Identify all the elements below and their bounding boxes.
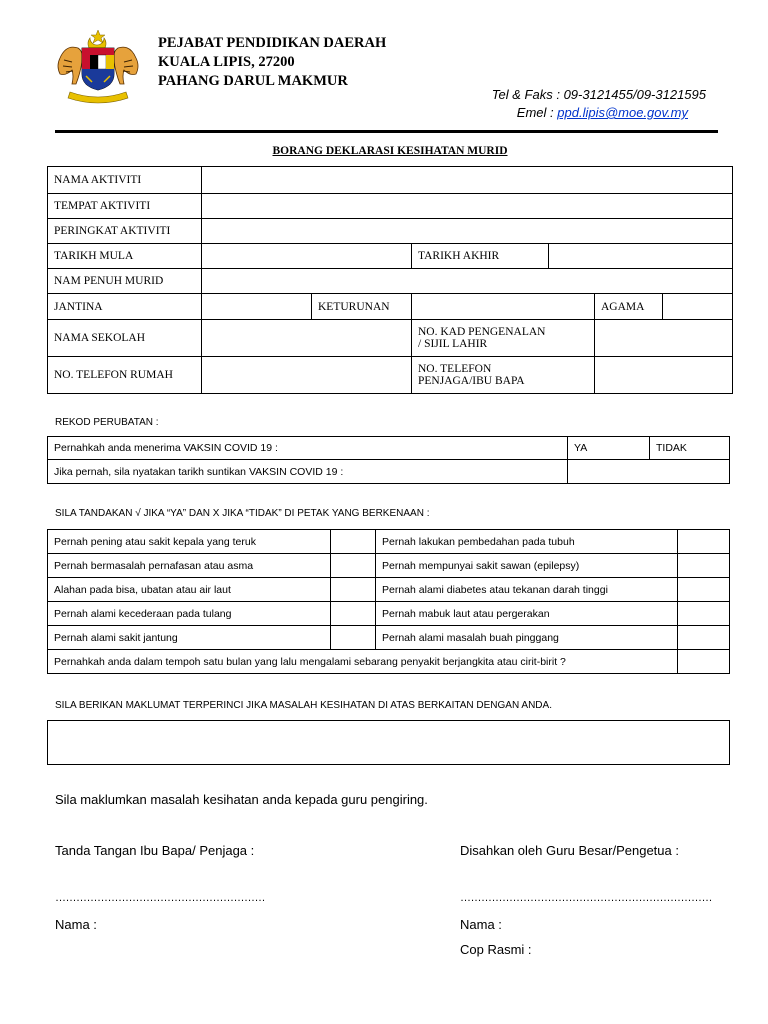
header-divider xyxy=(55,130,718,133)
parent-signature-line[interactable]: …………………………………………………… xyxy=(55,892,265,904)
checklist-left-checkbox[interactable] xyxy=(331,626,376,650)
org-state: PAHANG DARUL MAKMUR xyxy=(158,73,348,89)
org-name: PEJABAT PENDIDIKAN DAERAH xyxy=(158,35,387,51)
approval-signature-line[interactable]: ……………………………………………………………… xyxy=(460,892,712,904)
checklist-final-question: Pernahkah anda dalam tempoh satu bulan yang lalu mengalami sebarang penyakit berjangkita atau cirit-birit ? xyxy=(48,650,678,674)
checklist-final-checkbox[interactable] xyxy=(678,650,730,674)
input-telefon-penjaga[interactable] xyxy=(595,357,733,394)
notice-text: Sila maklumkan masalah kesihatan anda kepada guru pengiring. xyxy=(55,792,428,807)
checklist-left-checkbox[interactable] xyxy=(331,578,376,602)
checklist-right-checkbox[interactable] xyxy=(678,554,730,578)
input-nama-sekolah[interactable] xyxy=(202,320,412,357)
details-instruction: SILA BERIKAN MAKLUMAT TERPERINCI JIKA MASALAH KESIHATAN DI ATAS BERKAITAN DENGAN ANDA. xyxy=(55,700,552,711)
checklist-left-item: Alahan pada bisa, ubatan atau air laut xyxy=(48,578,331,602)
approval-signature-label: Disahkan oleh Guru Besar/Pengetua : xyxy=(460,843,679,858)
parent-signature-label: Tanda Tangan Ibu Bapa/ Penjaga : xyxy=(55,843,255,858)
checklist-left-item: Pernah pening atau sakit kepala yang teruk xyxy=(48,530,331,554)
checklist-right-checkbox[interactable] xyxy=(678,626,730,650)
label-telefon-penjaga-line1: NO. TELEFON xyxy=(418,363,492,375)
checklist-right-checkbox[interactable] xyxy=(678,530,730,554)
label-tarikh-akhir: TARIKH AKHIR xyxy=(412,244,549,269)
medical-record-label: REKOD PERUBATAN : xyxy=(55,417,159,428)
phone-label: Tel & Faks : xyxy=(491,87,560,102)
parent-name-label: Nama : xyxy=(55,917,97,932)
input-jantina[interactable] xyxy=(202,294,312,320)
checklist-left-checkbox[interactable] xyxy=(331,530,376,554)
label-nama-penuh: NAM PENUH MURID xyxy=(48,269,202,294)
label-kad-pengenalan-line2: / SIJIL LAHIR xyxy=(418,338,488,350)
label-tarikh-mula: TARIKH MULA xyxy=(48,244,202,269)
input-peringkat-aktiviti[interactable] xyxy=(202,219,733,244)
checklist-right-item: Pernah mabuk laut atau pergerakan xyxy=(376,602,678,626)
label-telefon-penjaga-line2: PENJAGA/IBU BAPA xyxy=(418,375,525,387)
checklist-right-item: Pernah lakukan pembedahan pada tubuh xyxy=(376,530,678,554)
email-label: Emel : xyxy=(516,105,554,120)
label-tempat-aktiviti: TEMPAT AKTIVITI xyxy=(48,194,202,219)
input-agama[interactable] xyxy=(663,294,733,320)
checklist-right-item: Pernah mempunyai sakit sawan (epilepsy) xyxy=(376,554,678,578)
label-nama-sekolah: NAMA SEKOLAH xyxy=(48,320,202,357)
student-info-table xyxy=(47,166,733,394)
official-stamp-label: Cop Rasmi : xyxy=(460,942,532,957)
checklist-left-item: Pernah bermasalah pernafasan atau asma xyxy=(48,554,331,578)
contact-email xyxy=(517,105,688,120)
input-keturunan[interactable] xyxy=(412,294,595,320)
input-kad-pengenalan[interactable] xyxy=(595,320,733,357)
input-telefon-rumah[interactable] xyxy=(202,357,412,394)
label-kad-pengenalan xyxy=(412,320,595,357)
label-nama-aktiviti: NAMA AKTIVITI xyxy=(48,167,202,194)
checklist-left-item: Pernah alami sakit jantung xyxy=(48,626,331,650)
details-textarea[interactable] xyxy=(47,720,730,765)
email-link[interactable]: ppd.lipis@moe.gov.my xyxy=(557,105,688,120)
input-tarikh-akhir[interactable] xyxy=(549,244,733,269)
form-title: BORANG DEKLARASI KESIHATAN MURID xyxy=(272,145,508,157)
vaccine-date-question: Jika pernah, sila nyatakan tarikh suntikan VAKSIN COVID 19 : xyxy=(48,460,568,484)
input-vaccine-date[interactable] xyxy=(568,460,730,484)
contact-phone xyxy=(492,87,706,102)
input-nama-aktiviti[interactable] xyxy=(202,167,733,194)
label-telefon-penjaga xyxy=(412,357,595,394)
input-tempat-aktiviti[interactable] xyxy=(202,194,733,219)
label-jantina: JANTINA xyxy=(48,294,202,320)
vaccine-table xyxy=(47,436,730,484)
label-peringkat-aktiviti: PERINGKAT AKTIVITI xyxy=(48,219,202,244)
checklist-left-item: Pernah alami kecederaan pada tulang xyxy=(48,602,331,626)
label-keturunan: KETURUNAN xyxy=(312,294,412,320)
label-kad-pengenalan-line1: NO. KAD PENGENALAN xyxy=(418,326,546,338)
checklist-left-checkbox[interactable] xyxy=(331,602,376,626)
vaccine-no-option[interactable]: TIDAK xyxy=(650,437,730,460)
health-checklist-table xyxy=(47,529,730,674)
checklist-right-checkbox[interactable] xyxy=(678,578,730,602)
vaccine-question: Pernahkah anda menerima VAKSIN COVID 19 : xyxy=(48,437,568,460)
checklist-instruction: SILA TANDAKAN √ JIKA “YA” DAN X JIKA “TIDAK” DI PETAK YANG BERKENAAN : xyxy=(55,508,430,519)
phone-value: 09-3121455/09-3121595 xyxy=(563,87,706,102)
label-agama: AGAMA xyxy=(595,294,663,320)
vaccine-yes-option[interactable]: YA xyxy=(568,437,650,460)
checklist-right-checkbox[interactable] xyxy=(678,602,730,626)
input-nama-penuh[interactable] xyxy=(202,269,733,294)
crest-logo xyxy=(50,28,146,106)
checklist-right-item: Pernah alami diabetes atau tekanan darah tinggi xyxy=(376,578,678,602)
checklist-left-checkbox[interactable] xyxy=(331,554,376,578)
input-tarikh-mula[interactable] xyxy=(202,244,412,269)
label-telefon-rumah: NO. TELEFON RUMAH xyxy=(48,357,202,394)
checklist-right-item: Pernah alami masalah buah pinggang xyxy=(376,626,678,650)
organization-header xyxy=(158,34,386,91)
org-city: KUALA LIPIS, 27200 xyxy=(158,54,295,70)
approver-name-label: Nama : xyxy=(460,917,502,932)
